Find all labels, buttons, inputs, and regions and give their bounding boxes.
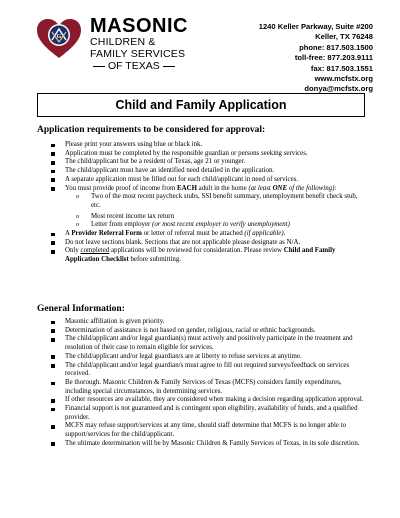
list-item: Only completed applications will be reviewed for consideration. Please review Child and Family Application Checklist before submitting. — [48, 247, 368, 264]
list-item: The child/applicant but be a resident of Texas, age 21 or younger. — [48, 158, 368, 167]
list-item: Determination of assistance is not based on gender, religious, racial or ethnic backgrounds. — [48, 327, 368, 336]
contact-phone: phone: 817.503.1500 — [299, 42, 373, 52]
contact-toll-free: toll-free: 877.203.9111 — [294, 53, 373, 63]
masonic-heart-emblem-icon — [36, 18, 82, 60]
list-item: The child/applicant must have an identified need detailed in the application. — [48, 167, 368, 176]
page-title: Child and Family Application — [37, 93, 365, 117]
general-information-heading: General Information: — [37, 304, 125, 314]
logo-line-children: CHILDREN & — [90, 36, 156, 48]
list-item: Do not leave sections blank. Sections that are not applicable please designate as N/A. — [48, 239, 368, 248]
list-item: You must provide proof of income from EACH adult in the home (at least ONE of the following): o Two of the most recent paycheck stubs, SSI benefit summary, unemployment benefit check stub, etc. o Most recent income tax return o Letter from employer (or most recent employer to verify unemployment) — [48, 185, 368, 231]
logo-line-masonic: MASONIC — [90, 15, 188, 37]
requirements-list — [48, 141, 368, 265]
list-item: Be thorough. Masonic Children & Family Services of Texas (MCFS) considers family expenditures, including special circumstances, in determining services. — [48, 379, 368, 396]
logo-line-of-texas — [90, 60, 220, 72]
list-item: Please print your answers using blue or black ink. — [48, 141, 368, 150]
letterhead — [0, 0, 400, 94]
list-item: The child/applicant and/or legal guardian(s) must actively and positively participate in the treatment and resolution of their case to remain eligible for services. — [48, 335, 368, 352]
contact-address: 1240 Keller Parkway, Suite #200 — [258, 22, 373, 31]
general-information-list — [48, 318, 368, 449]
sub-list-item: o Most recent income tax return — [65, 213, 368, 222]
list-item: Application must be completed by the responsible guardian or persons seeking services. — [48, 150, 368, 159]
list-item: MCFS may refuse support/services at any time, should staff determine that MCFS is no longer able to support/services for the child/applicant. — [48, 422, 368, 439]
svg-text:G: G — [56, 34, 62, 40]
sub-list-item: o Two of the most recent paycheck stubs, SSI benefit summary, unemployment benefit check stub, etc. — [65, 193, 368, 210]
requirements-heading: Application requirements to be considered for approval: — [37, 125, 266, 135]
logo-rule-right — [163, 66, 175, 67]
list-item: A separate application must be filled out for each child/applicant in need of services. — [48, 176, 368, 185]
sub-list-item: o Letter from employer (or most recent employer to verify unemployment) — [65, 221, 368, 230]
list-item: The child/applicant and/or legal guardian/s must agree to fill out required surveys/feedback on services received. — [48, 362, 368, 379]
list-item: Financial support is not guaranteed and is contingent upon eligibility, availability of funds, and a qualified provider. — [48, 405, 368, 422]
list-item: A Provider Referral Form or letter of referral must be attached (if applicable). — [48, 230, 368, 239]
contact-email-link[interactable]: donya@mcfstx.org — [304, 84, 373, 94]
logo-line-family-services: FAMILY SERVICES — [90, 48, 186, 60]
logo-rule-left — [93, 66, 105, 67]
contact-block — [259, 22, 373, 95]
contact-website-link[interactable]: www.mcfstx.org — [314, 74, 373, 84]
income-proof-sublist — [65, 193, 368, 230]
list-item: If other resources are available, they are considered when making a decision regarding application approval. — [48, 396, 368, 405]
contact-fax: fax: 817.503.1551 — [310, 63, 373, 73]
list-item: The child/applicant and/or legal guardian/s are at liberty to refuse services at anytime. — [48, 353, 368, 362]
list-item: The ultimate determination will be by Masonic Children & Family Services of Texas, in its sole discretion. — [48, 440, 368, 449]
list-item: Masonic affiliation is given priority. — [48, 318, 368, 327]
organization-logo-wordmark — [90, 16, 220, 72]
contact-city: Keller, TX 76248 — [315, 32, 373, 42]
logo-line-of-texas-text: OF TEXAS — [108, 60, 160, 72]
